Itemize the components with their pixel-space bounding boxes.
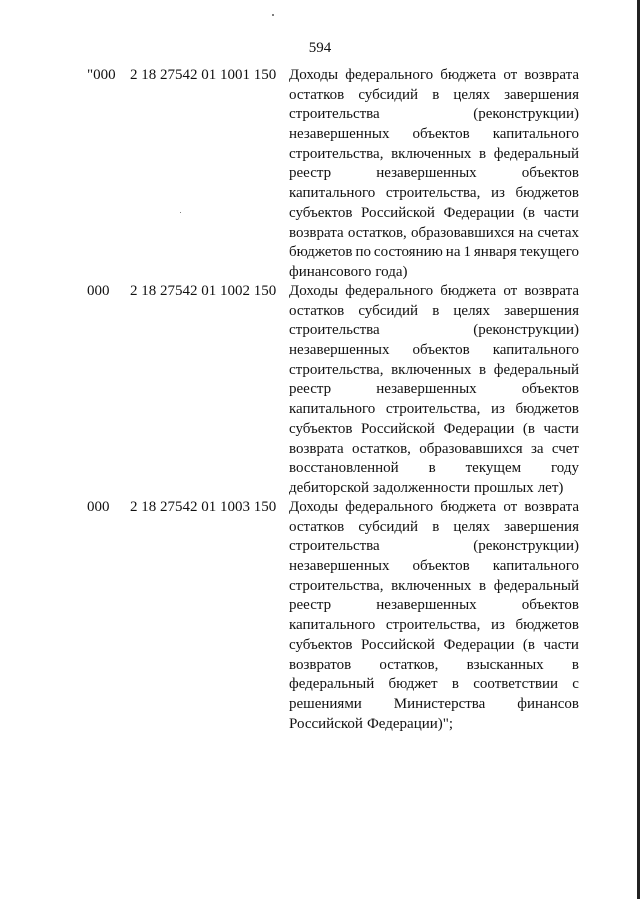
description-word: строительства, xyxy=(385,617,481,634)
description-word: лет) xyxy=(537,479,564,496)
budget-classification-code: 2 18 27542 01 1002 150 xyxy=(130,283,277,299)
description-word: остатков, xyxy=(347,224,407,241)
description-word: незавершенных xyxy=(376,381,477,398)
description-word: Российской xyxy=(289,715,363,732)
description-word: из xyxy=(490,185,505,202)
description-line xyxy=(289,695,579,715)
description-word: текущем xyxy=(465,460,522,477)
description-word: в xyxy=(432,302,440,319)
description-line xyxy=(289,164,579,184)
description-word: Российской xyxy=(361,636,435,653)
description-word: 1 xyxy=(463,244,471,261)
description-line xyxy=(289,420,579,440)
entry-description xyxy=(289,282,579,499)
description-word: Доходы xyxy=(289,67,339,83)
description-word: (в xyxy=(522,636,535,653)
scan-speck xyxy=(272,14,274,16)
description-word: Доходы xyxy=(289,499,339,515)
description-line xyxy=(289,361,579,381)
description-word: Федерации)"; xyxy=(366,715,454,732)
description-word: завершения xyxy=(504,302,579,319)
description-word: финансов xyxy=(517,695,579,712)
description-line xyxy=(289,656,579,676)
description-word: части xyxy=(543,204,579,221)
description-line xyxy=(289,341,579,361)
description-line xyxy=(289,282,579,302)
description-word: бюджетов xyxy=(515,401,579,418)
description-word: незавершенных xyxy=(376,597,477,614)
description-word: Министерства xyxy=(393,695,486,712)
description-line xyxy=(289,636,579,656)
description-word: целях xyxy=(453,302,490,319)
description-line xyxy=(289,518,579,538)
description-line xyxy=(289,302,579,322)
description-word: от xyxy=(503,67,518,83)
description-word: объектов xyxy=(521,381,579,398)
description-word: строительства xyxy=(289,106,380,123)
description-line xyxy=(289,557,579,577)
description-word: возврата xyxy=(289,440,344,457)
description-word: по xyxy=(355,244,371,261)
description-word: счетах xyxy=(537,224,579,241)
description-word: реестр xyxy=(289,381,332,398)
description-word: прошлых xyxy=(474,479,534,496)
page-number: 594 xyxy=(308,40,332,56)
description-word: объектов xyxy=(412,558,470,575)
description-word: включенных xyxy=(391,577,472,594)
description-word: состоянию xyxy=(373,244,443,261)
description-word: в xyxy=(451,676,459,693)
description-line xyxy=(289,537,579,557)
description-word: остатков xyxy=(289,86,345,103)
description-line xyxy=(289,184,579,204)
description-word: остатков, xyxy=(379,656,439,673)
budget-classification-code: 2 18 27542 01 1001 150 xyxy=(130,67,277,83)
description-word: в xyxy=(432,518,440,535)
description-line xyxy=(289,459,579,479)
description-word: части xyxy=(543,420,579,437)
budget-classification-code: 2 18 27542 01 1003 150 xyxy=(130,499,277,515)
description-line xyxy=(289,479,579,499)
description-word: капитального xyxy=(492,558,579,575)
description-line xyxy=(289,596,579,616)
description-word: бюджетов xyxy=(515,185,579,202)
description-word: федеральный xyxy=(493,361,579,378)
description-word: субсидий xyxy=(358,518,419,535)
description-word: субсидий xyxy=(358,302,419,319)
description-word: от xyxy=(503,499,518,515)
description-word: на xyxy=(445,244,461,261)
description-word: счет xyxy=(551,440,579,457)
description-word: за xyxy=(530,440,544,457)
description-word: бюджета xyxy=(440,67,497,83)
description-word: федерального xyxy=(345,499,434,515)
description-word: строительства, xyxy=(289,577,384,594)
entry-description xyxy=(289,498,579,734)
description-word: (реконструкции) xyxy=(473,322,579,339)
description-line xyxy=(289,321,579,341)
description-word: незавершенных xyxy=(289,558,390,575)
description-word: Федерации xyxy=(443,636,515,653)
description-line xyxy=(289,86,579,106)
description-line xyxy=(289,125,579,145)
description-word: решениями xyxy=(289,695,362,712)
description-word: федерального xyxy=(345,67,434,83)
description-word: в xyxy=(432,86,440,103)
description-word: Доходы xyxy=(289,283,339,299)
description-line xyxy=(289,145,579,165)
description-word: бюджета xyxy=(440,283,497,299)
description-word: субсидий xyxy=(358,86,419,103)
description-word: объектов xyxy=(412,342,470,359)
description-word: финансового xyxy=(289,263,372,280)
description-word: возвратов xyxy=(289,656,352,673)
description-word: Российской xyxy=(361,420,435,437)
description-word: завершения xyxy=(504,86,579,103)
description-line xyxy=(289,380,579,400)
description-line xyxy=(289,675,579,695)
description-word: капитального xyxy=(492,342,579,359)
description-word: из xyxy=(490,617,505,634)
description-word: Российской xyxy=(361,204,435,221)
scan-speck xyxy=(180,212,181,213)
description-word: образовавшихся xyxy=(419,440,523,457)
description-word: остатков xyxy=(289,518,345,535)
description-word: объектов xyxy=(412,126,470,143)
description-word: (в xyxy=(522,420,535,437)
description-word: субъектов xyxy=(289,420,353,437)
description-word: (реконструкции) xyxy=(473,538,579,555)
description-word: Федерации xyxy=(443,420,515,437)
description-line xyxy=(289,715,579,735)
description-word: взысканных xyxy=(466,656,544,673)
description-word: строительства xyxy=(289,538,380,555)
description-word: незавершенных xyxy=(289,126,390,143)
description-word: года) xyxy=(375,263,408,280)
description-word: реестр xyxy=(289,597,332,614)
description-word: с xyxy=(572,676,579,693)
description-word: строительства, xyxy=(385,185,481,202)
description-word: строительства, xyxy=(385,401,481,418)
description-line xyxy=(289,224,579,244)
description-word: федеральный xyxy=(289,676,375,693)
description-word: включенных xyxy=(391,361,472,378)
description-line xyxy=(289,616,579,636)
admin-code: 000 xyxy=(87,283,110,299)
description-word: году xyxy=(551,460,579,477)
description-word: субъектов xyxy=(289,636,353,653)
description-word: задолженности xyxy=(373,479,471,496)
description-word: бюджет xyxy=(388,676,438,693)
description-word: от xyxy=(503,283,518,299)
description-word: в xyxy=(479,577,487,594)
description-word: соответствии xyxy=(473,676,559,693)
description-line xyxy=(289,66,579,86)
description-line xyxy=(289,105,579,125)
description-line xyxy=(289,577,579,597)
description-word: восстановленной xyxy=(289,460,399,477)
description-word: бюджетов xyxy=(289,244,353,261)
description-word: капитального xyxy=(289,185,376,202)
description-line xyxy=(289,243,579,263)
description-word: возврата xyxy=(289,224,344,241)
description-word: федеральный xyxy=(493,145,579,162)
description-word: (реконструкции) xyxy=(473,106,579,123)
description-line xyxy=(289,204,579,224)
admin-code: "000 xyxy=(87,67,116,83)
description-word: Федерации xyxy=(443,204,515,221)
description-word: бюджета xyxy=(440,499,497,515)
description-word: капитального xyxy=(492,126,579,143)
description-word: строительства, xyxy=(289,361,384,378)
description-word: в xyxy=(479,145,487,162)
description-word: незавершенных xyxy=(289,342,390,359)
description-word: федеральный xyxy=(493,577,579,594)
description-word: (в xyxy=(522,204,535,221)
description-word: образовавшихся xyxy=(410,224,515,241)
description-line xyxy=(289,400,579,420)
description-word: части xyxy=(543,636,579,653)
description-word: целях xyxy=(453,518,490,535)
description-word: возврата xyxy=(524,499,579,515)
description-word: субъектов xyxy=(289,204,353,221)
description-word: остатков xyxy=(289,302,345,319)
description-word: текущего xyxy=(519,244,579,261)
description-line xyxy=(289,263,579,283)
description-word: федерального xyxy=(345,283,434,299)
admin-code: 000 xyxy=(87,499,110,515)
description-word: завершения xyxy=(504,518,579,535)
description-word: возврата xyxy=(524,283,579,299)
description-word: строительства, xyxy=(289,145,384,162)
description-word: незавершенных xyxy=(376,165,477,182)
description-word: реестр xyxy=(289,165,332,182)
description-word: возврата xyxy=(524,67,579,83)
description-word: из xyxy=(490,401,505,418)
description-line xyxy=(289,498,579,518)
description-word: в xyxy=(428,460,436,477)
description-word: капитального xyxy=(289,617,376,634)
description-word: включенных xyxy=(391,145,472,162)
description-word: в xyxy=(571,656,579,673)
description-word: бюджетов xyxy=(515,617,579,634)
description-word: остатков, xyxy=(351,440,411,457)
description-word: объектов xyxy=(521,165,579,182)
description-word: января xyxy=(473,244,517,261)
description-word: целях xyxy=(453,86,490,103)
description-word: дебиторской xyxy=(289,479,370,496)
description-word: в xyxy=(479,361,487,378)
description-word: на xyxy=(518,224,534,241)
description-word: строительства xyxy=(289,322,380,339)
description-line xyxy=(289,440,579,460)
description-word: капитального xyxy=(289,401,376,418)
entry-description xyxy=(289,66,579,283)
description-word: объектов xyxy=(521,597,579,614)
